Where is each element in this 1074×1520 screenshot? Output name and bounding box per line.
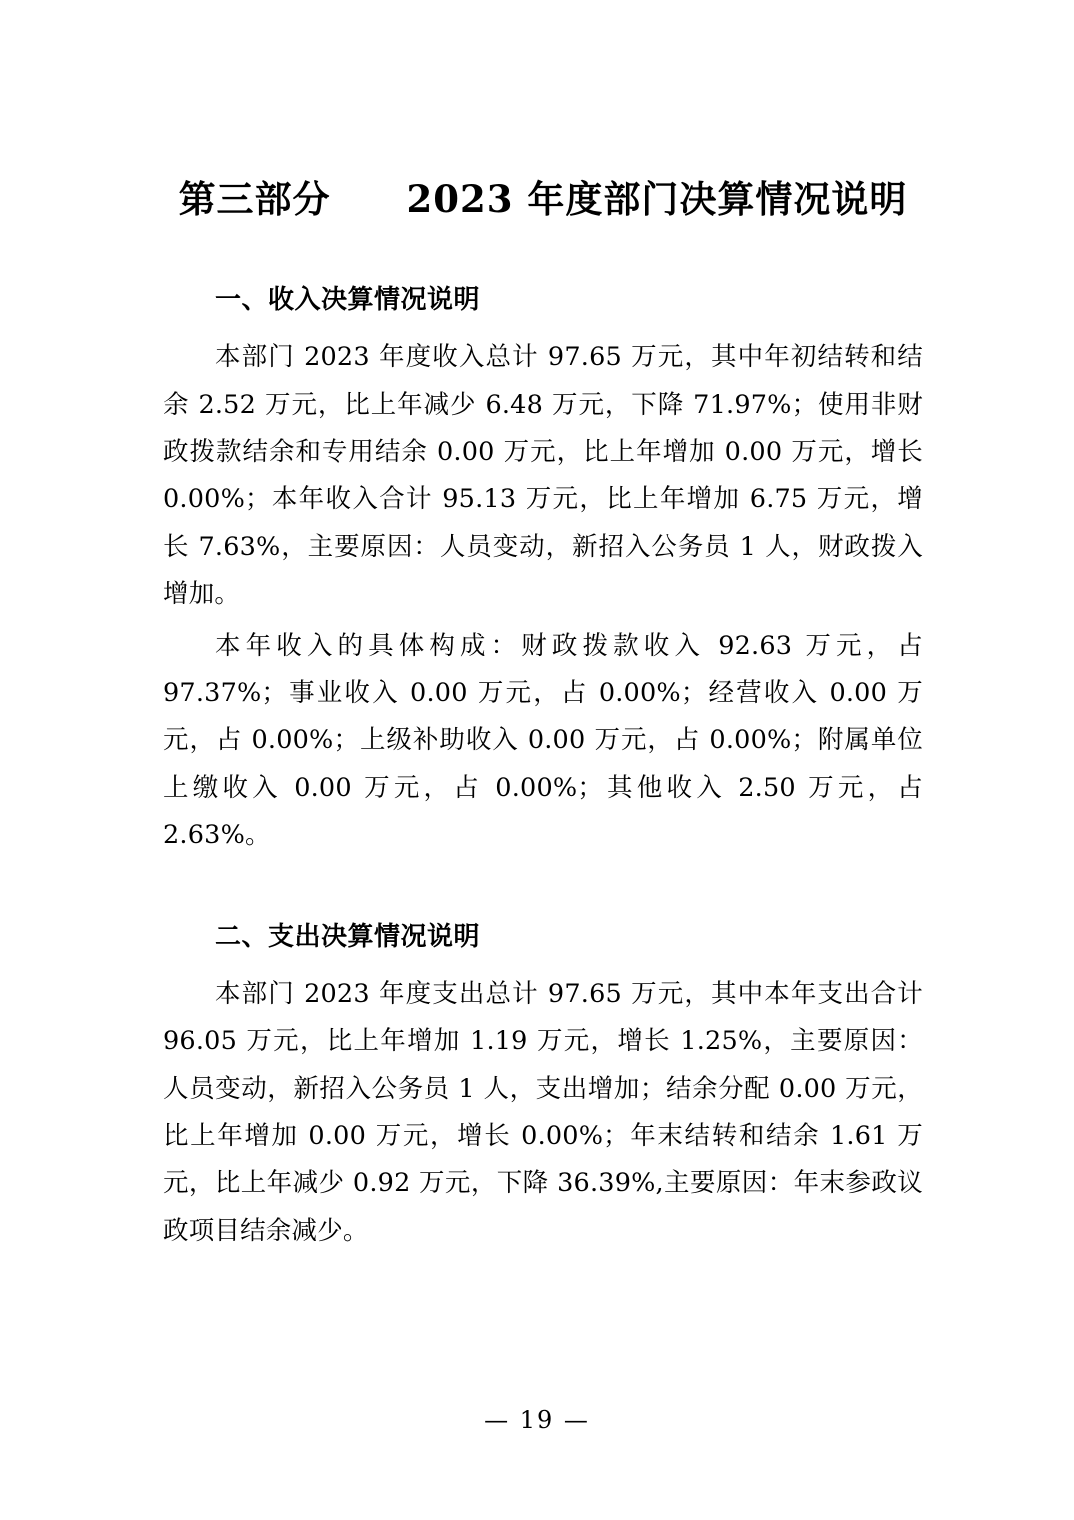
paragraph-income-composition: 本年收入的具体构成：财政拨款收入 92.63 万元，占 97.37%；事业收入 0.00 万元，占 0.00%；经营收入 0.00 万元，占 0.00%；上级补助收入 0.00 万元，占 0.00%；附属单位上缴收入 0.00 万元，占 0.00%；其他收入 2.50 万元，占 2.63%。 [163, 630, 923, 851]
section-heading-expenditure: 二、支出决算情况说明 [215, 921, 481, 952]
page-number: — 19 — [484, 1406, 590, 1434]
section-heading-income: 一、收入决算情况说明 [215, 285, 481, 316]
paragraph-income-total: 本部门 2023 年度收入总计 97.65 万元，其中年初结转和结余 2.52 万元，比上年减少 6.48 万元，下降 71.97%；使用非财政拨款结余和专用结余 0.00 万元，比上年增加 0.00 万元，增长 0.00%；本年收入合计 95.13 万元，比上年增加 6.75 万元，增长 7.63%，主要原因：人员变动，新招入公务员 1 人，财政拨入增加。 [163, 342, 923, 610]
page-title: 第三部分 2023 年度部门决算情况说明 [178, 177, 908, 221]
page-content [163, 0, 923, 1255]
paragraph-expenditure-total: 本部门 2023 年度支出总计 97.65 万元，其中本年支出合计 96.05 万元，比上年增加 1.19 万元，增长 1.25%，主要原因：人员变动，新招入公务员 1 人，支出增加；结余分配 0.00 万元，比上年增加 0.00 万元，增长 0.00%；年末结转和结余 1.61 万元，比上年减少 0.92 万元，下降 36.39%,主要原因：年末参政议政项目结余减少。 [163, 978, 923, 1246]
